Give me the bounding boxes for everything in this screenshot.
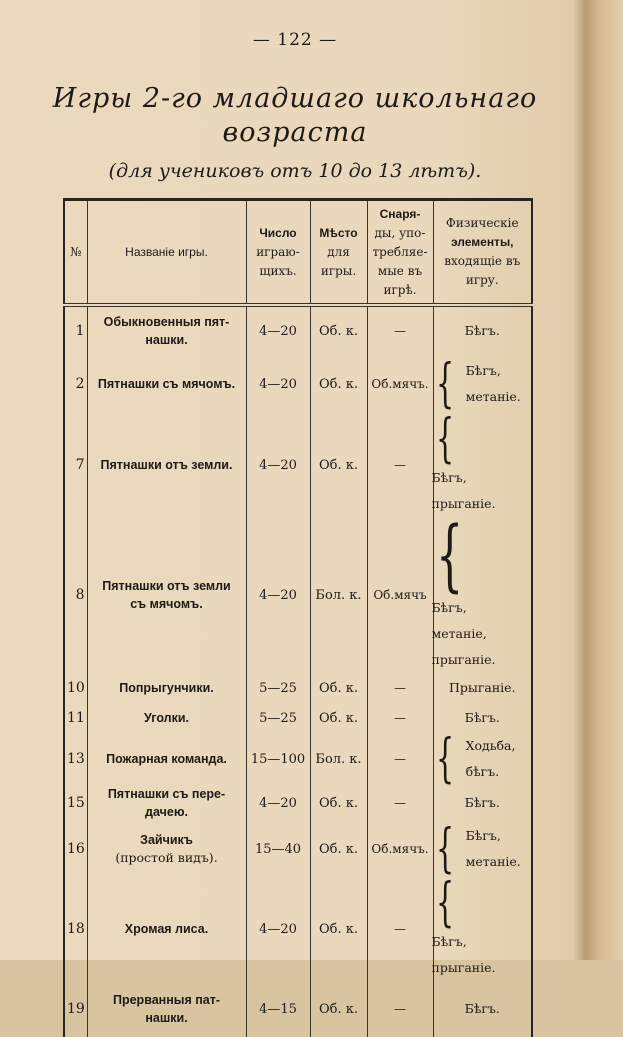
game-name-line-2: нашки. (145, 333, 188, 347)
players-count-value: 4—20 (259, 795, 297, 811)
physical-elements (433, 305, 532, 355)
game-name (87, 733, 246, 785)
row-number (64, 981, 87, 1037)
equipment-value: Об.мячъ. (371, 377, 429, 391)
equipment (367, 981, 433, 1037)
row-number (64, 785, 87, 821)
game-name-line-1: Попрыгунчики. (119, 681, 214, 695)
physical-elements (433, 673, 532, 703)
play-place-value: Бол. к. (315, 587, 362, 603)
row-number (64, 413, 87, 517)
game-name-line-2: съ мячомъ. (130, 597, 203, 611)
game-name-line-2: (простой видъ). (115, 850, 218, 865)
players-count (246, 703, 310, 733)
game-name (87, 413, 246, 517)
game-name-line-1: Уголки. (143, 711, 190, 725)
element-item: прыганіе. (431, 496, 496, 511)
physical-elements (431, 873, 532, 981)
table-row (64, 703, 532, 733)
physical-elements (431, 511, 532, 673)
header-equipment: Снаря- ды, упо- требляе- мые въ игрѣ. (367, 200, 433, 306)
row-number-value: 16 (67, 841, 85, 857)
row-number-value: 13 (67, 751, 85, 767)
equipment (367, 821, 433, 877)
page-number: — 122 — (252, 30, 338, 50)
play-place (310, 517, 367, 673)
row-number (64, 877, 87, 981)
elements-list (432, 595, 496, 673)
element-item: Бѣгъ, (465, 828, 501, 843)
element-item: Прыганіе. (448, 680, 516, 695)
game-name-line-1: Обыкновенныя пят- (103, 315, 230, 329)
game-name (87, 877, 246, 981)
players-count (246, 821, 310, 877)
players-count-value: 15—100 (250, 751, 306, 767)
elements-list (466, 733, 516, 785)
element-item: Бѣгъ. (464, 710, 500, 725)
table-row (64, 413, 532, 517)
players-count-value: 4—20 (259, 457, 297, 473)
physical-elements (431, 409, 532, 517)
players-count-value: 4—20 (259, 376, 297, 392)
play-place-value: Об. к. (318, 457, 358, 473)
play-place-value: Об. к. (318, 710, 358, 726)
curly-brace-icon: { (435, 729, 454, 789)
row-number-value: 15 (67, 795, 85, 811)
physical-elements (433, 355, 532, 413)
game-name-line-2: дачею. (145, 805, 188, 819)
element-item: Бѣгъ. (464, 1001, 500, 1016)
players-count-value: 4—15 (259, 1001, 297, 1017)
game-name-line-1: Пятнашки съ мячомъ. (97, 377, 236, 391)
play-place-value: Об. к. (318, 841, 358, 857)
row-number-value: 18 (67, 921, 85, 937)
game-name (87, 821, 246, 877)
game-name (87, 305, 246, 355)
row-number (64, 305, 87, 355)
table-row (64, 877, 532, 981)
play-place-value: Об. к. (318, 795, 358, 811)
header-number: № (64, 200, 87, 306)
game-name (87, 785, 246, 821)
physical-elements (433, 821, 532, 877)
element-item: метаніе. (465, 389, 521, 404)
play-place (310, 981, 367, 1037)
row-number-value: 8 (75, 587, 85, 603)
section-title-line-1: Игры 2-го младшаго школьнаго (52, 83, 538, 114)
row-number-value: 7 (75, 457, 85, 473)
row-number-value: 1 (75, 323, 85, 339)
table-row (64, 821, 532, 877)
elements-list (466, 823, 521, 875)
table-row (64, 517, 532, 673)
header-place: Мѣсто для игры. (310, 200, 367, 306)
players-count (246, 733, 310, 785)
players-count (246, 355, 310, 413)
section-title-line-2: возраста (222, 117, 368, 148)
play-place-value: Об. к. (318, 376, 358, 392)
game-name (87, 517, 246, 673)
game-name-line-1: Пятнашки отъ земли. (100, 458, 233, 472)
play-place (310, 785, 367, 821)
element-item: Ходьба, (465, 738, 516, 753)
play-place (310, 877, 367, 981)
element-item: метаніе, (431, 626, 487, 641)
game-name-line-1: Пожарная команда. (106, 752, 227, 766)
section-subtitle: (для учениковъ отъ 10 до 13 лѣтъ). (108, 160, 482, 182)
table-body (64, 305, 532, 1037)
players-count-value: 4—20 (259, 323, 297, 339)
elements-list (432, 465, 496, 517)
physical-elements (433, 729, 532, 789)
play-place-value: Об. к. (318, 1001, 358, 1017)
element-item: прыганіе. (431, 960, 496, 975)
game-name (87, 673, 246, 703)
element-item: прыганіе. (431, 652, 496, 667)
row-number (64, 517, 87, 673)
element-item: Бѣгъ, (431, 934, 467, 949)
equipment-value: — (394, 324, 406, 338)
play-place (310, 703, 367, 733)
curly-brace-icon: { (435, 354, 454, 414)
table-row (64, 673, 532, 703)
equipment-value: — (394, 796, 406, 810)
equipment (367, 703, 433, 733)
element-item: Бѣгъ, (431, 600, 467, 615)
curly-brace-icon: { (435, 873, 454, 933)
play-place-value: Бол. к. (315, 751, 362, 767)
physical-elements (433, 785, 532, 821)
equipment (367, 733, 433, 785)
play-place-value: Об. к. (318, 680, 358, 696)
header-elements: Физическіе элементы, входящіе въ игру. (433, 200, 532, 306)
row-number-value: 10 (67, 680, 85, 696)
element-item: бѣгъ. (465, 764, 500, 779)
row-number-value: 2 (75, 376, 85, 392)
players-count (246, 981, 310, 1037)
equipment-value: — (394, 1002, 406, 1016)
players-count-value: 4—20 (259, 587, 297, 603)
header-game-name: Названіе игры. (87, 200, 246, 306)
games-table (63, 198, 533, 1037)
play-place (310, 305, 367, 355)
game-name (87, 981, 246, 1037)
play-place (310, 821, 367, 877)
curly-brace-icon: { (435, 819, 454, 879)
row-number (64, 733, 87, 785)
players-count (246, 877, 310, 981)
table-row (64, 981, 532, 1037)
row-number (64, 821, 87, 877)
table-row (64, 305, 532, 355)
equipment (367, 413, 433, 517)
play-place-value: Об. к. (318, 921, 358, 937)
equipment-value: — (394, 711, 406, 725)
table-row (64, 785, 532, 821)
row-number-value: 19 (67, 1001, 85, 1017)
play-place (310, 413, 367, 517)
row-number-value: 11 (67, 710, 85, 726)
players-count-value: 5—25 (259, 680, 297, 696)
game-name-line-1: Хромая лиса. (124, 922, 209, 936)
header-players: Число играю- щихъ. (246, 200, 310, 306)
curly-brace-icon: { (435, 409, 454, 469)
players-count (246, 785, 310, 821)
row-number (64, 703, 87, 733)
players-count (246, 413, 310, 517)
equipment-value: Об.мячъ (373, 588, 427, 602)
players-count-value: 4—20 (259, 921, 297, 937)
play-place (310, 733, 367, 785)
curly-brace-icon: { (435, 511, 463, 601)
game-name-line-1: Зайчикъ (140, 833, 193, 847)
game-name-line-1: Пятнашки съ пере- (107, 787, 226, 801)
physical-elements (433, 981, 532, 1037)
play-place (310, 355, 367, 413)
row-number (64, 673, 87, 703)
players-count-value: 15—40 (254, 841, 302, 857)
game-name-line-1: Пятнашки отъ земли (102, 579, 231, 593)
element-item: Бѣгъ. (464, 323, 500, 338)
elements-list (466, 358, 521, 410)
equipment (367, 355, 433, 413)
equipment (367, 305, 433, 355)
play-place-value: Об. к. (318, 323, 358, 339)
play-place (310, 673, 367, 703)
game-name-line-1: Прерванныя пат- (112, 993, 220, 1007)
players-count (246, 517, 310, 673)
game-name-line-2: нашки. (145, 1011, 188, 1025)
elements-list (432, 929, 496, 981)
equipment-value: — (394, 458, 406, 472)
element-item: Бѣгъ, (465, 363, 501, 378)
players-count (246, 673, 310, 703)
equipment-value: — (394, 922, 406, 936)
table-row (64, 733, 532, 785)
row-number (64, 355, 87, 413)
table-header-row (64, 200, 532, 306)
equipment-value: — (394, 752, 406, 766)
element-item: Бѣгъ. (464, 795, 500, 810)
game-name (87, 703, 246, 733)
game-name (87, 355, 246, 413)
equipment (367, 785, 433, 821)
equipment (367, 877, 433, 981)
equipment-value: Об.мячъ. (371, 842, 429, 856)
players-count (246, 305, 310, 355)
element-item: Бѣгъ, (431, 470, 467, 485)
element-item: метаніе. (465, 854, 521, 869)
players-count-value: 5—25 (259, 710, 297, 726)
equipment (367, 673, 433, 703)
equipment-value: — (394, 681, 406, 695)
table-row (64, 355, 532, 413)
equipment (367, 517, 433, 673)
